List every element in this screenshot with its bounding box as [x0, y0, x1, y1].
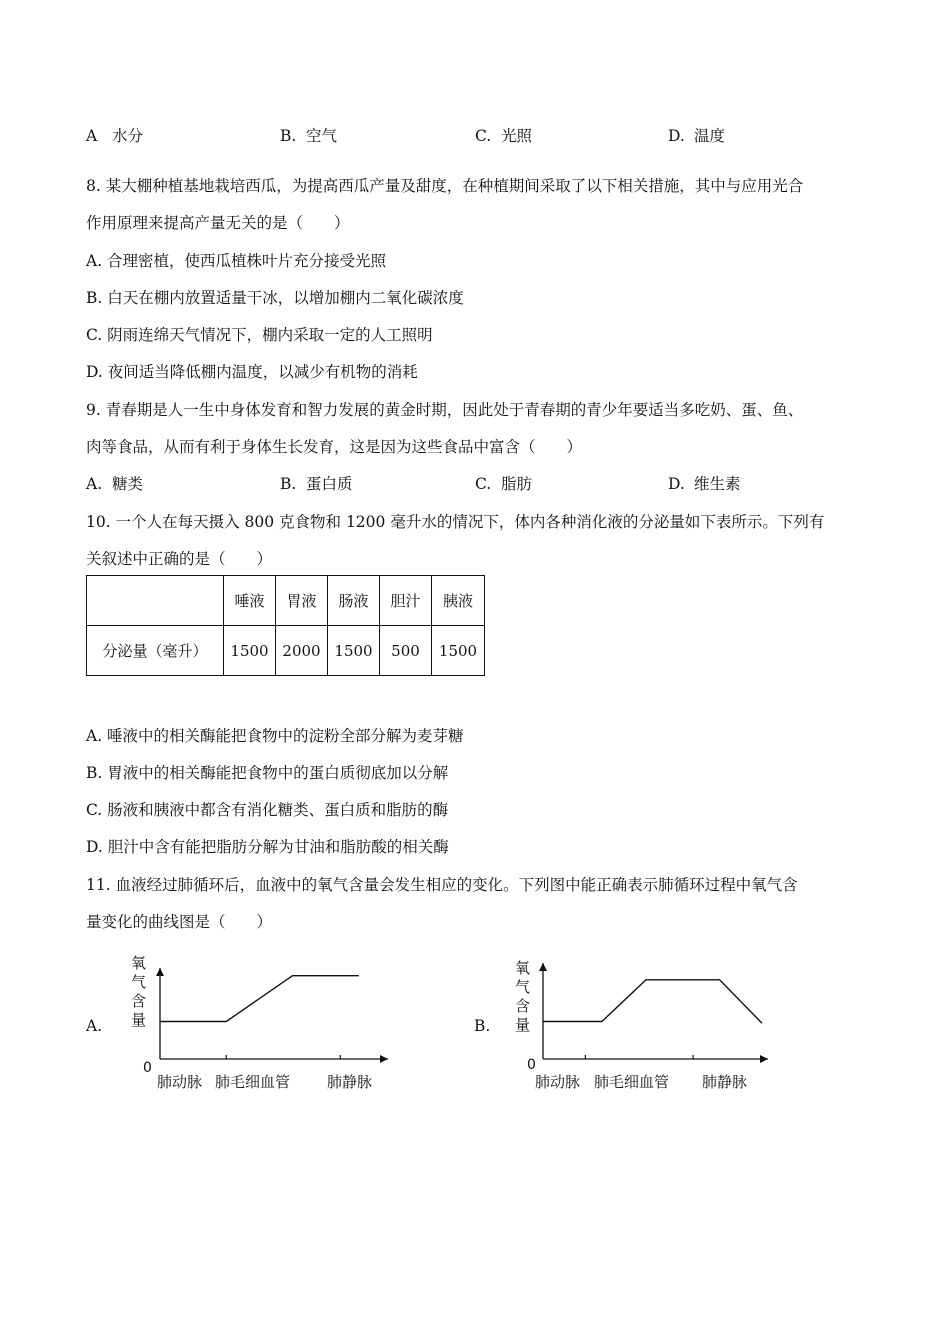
- q9-stem-line-1: 9. 青春期是人一生中身体发育和智力发展的黄金时期，因此处于青春期的青少年要适当多吃奶、蛋、鱼、: [86, 401, 804, 419]
- y-axis-arrow: [156, 968, 164, 976]
- q8-option-d: D. 夜间适当降低棚内温度，以减少有机物的消耗: [86, 363, 418, 381]
- table-row-label: 分泌量（毫升）: [87, 626, 224, 676]
- q10-option-b: B. 胃液中的相关酶能把食物中的蛋白质彻底加以分解: [86, 764, 449, 782]
- table-header-cell: 胰液: [432, 576, 485, 626]
- q8-option-c: C. 阴雨连绵天气情况下，棚内采取一定的人工照明: [86, 326, 433, 344]
- oxygen-content-line: [160, 976, 359, 1022]
- q9-option-d: D. 维生素: [668, 475, 741, 493]
- chart-b-option-label: B.: [474, 1017, 491, 1035]
- table-cell: 500: [380, 626, 432, 676]
- chart-a-option-label: A.: [86, 1017, 103, 1035]
- q7-option-c: C. 光照: [475, 127, 533, 145]
- chart-b-origin-label: 0: [527, 1057, 536, 1073]
- q7-option-b: B. 空气: [280, 127, 338, 145]
- table-header-cell: 肠液: [328, 576, 380, 626]
- table-cell: 1500: [224, 626, 276, 676]
- q10-stem-line-1: 10. 一个人在每天摄入 800 克食物和 1200 毫升水的情况下，体内各种消化液的分泌量如下表所示。下列有: [86, 513, 825, 531]
- chart-b-x-tick-label: 肺动脉: [535, 1073, 581, 1091]
- q11-stem-line-1: 11. 血液经过肺循环后，血液中的氧气含量会发生相应的变化。下列图中能正确表示肺循环过程中氧气含: [86, 876, 798, 894]
- q10-option-c: C. 肠液和胰液中都含有消化糖类、蛋白质和脂肪的酶: [86, 801, 449, 819]
- q9-stem-line-2: 肉等食品，从而有利于身体生长发育，这是因为这些食品中富含（ ）: [86, 438, 583, 456]
- q8-option-b: B. 白天在棚内放置适量干冰，以增加棚内二氧化碳浓度: [86, 289, 464, 307]
- table-row: [87, 626, 485, 676]
- chart-a-origin-label: 0: [143, 1060, 152, 1076]
- chart-b: [538, 955, 773, 1065]
- chart-b-x-tick-label: 肺静脉: [702, 1073, 748, 1091]
- y-axis-arrow: [539, 963, 547, 971]
- table-cell: 1500: [328, 626, 380, 676]
- secretion-table: [86, 575, 485, 676]
- table-cell: 1500: [432, 626, 485, 676]
- q8-stem-line-1: 8. 某大棚种植基地栽培西瓜，为提高西瓜产量及甜度，在种植期间采取了以下相关措施，其中与应用光合: [86, 177, 804, 195]
- q9-option-b: B. 蛋白质: [280, 475, 353, 493]
- table-header-cell: [87, 576, 224, 626]
- table-header-row: [87, 576, 485, 626]
- q10-stem-line-2: 关叙述中正确的是（ ）: [86, 550, 273, 568]
- chart-a-x-tick-label: 肺静脉: [327, 1073, 373, 1091]
- chart-b-x-tick-label: 肺毛细血管: [594, 1073, 670, 1091]
- x-axis-arrow: [380, 1055, 388, 1063]
- q10-option-a: A. 唾液中的相关酶能把食物中的淀粉全部分解为麦芽糖: [86, 727, 464, 745]
- chart-a-x-tick-label: 肺动脉: [157, 1073, 203, 1091]
- q10-option-d: D. 胆汁中含有能把脂肪分解为甘油和脂肪酸的相关酶: [86, 838, 449, 856]
- table-header-cell: 唾液: [224, 576, 276, 626]
- q7-option-d: D. 温度: [668, 127, 726, 145]
- chart-b-y-label: 氧气含量: [513, 960, 531, 1036]
- chart-a: [155, 962, 395, 1067]
- chart-a-y-label: 氧气含量: [129, 955, 147, 1031]
- q7-option-a: A 水分: [86, 127, 144, 145]
- q9-option-c: C. 脂肪: [475, 475, 533, 493]
- table-header-cell: 胆汁: [380, 576, 432, 626]
- table-cell: 2000: [276, 626, 328, 676]
- q8-option-a: A. 合理密植，使西瓜植株叶片充分接受光照: [86, 252, 387, 270]
- q11-stem-line-2: 量变化的曲线图是（ ）: [86, 913, 273, 931]
- q8-stem-line-2: 作用原理来提高产量无关的是（ ）: [86, 214, 350, 232]
- table-header-cell: 胃液: [276, 576, 328, 626]
- oxygen-content-line: [543, 980, 762, 1023]
- chart-a-x-tick-label: 肺毛细血管: [215, 1073, 291, 1091]
- x-axis-arrow: [760, 1055, 768, 1063]
- q9-option-a: A. 糖类: [86, 475, 144, 493]
